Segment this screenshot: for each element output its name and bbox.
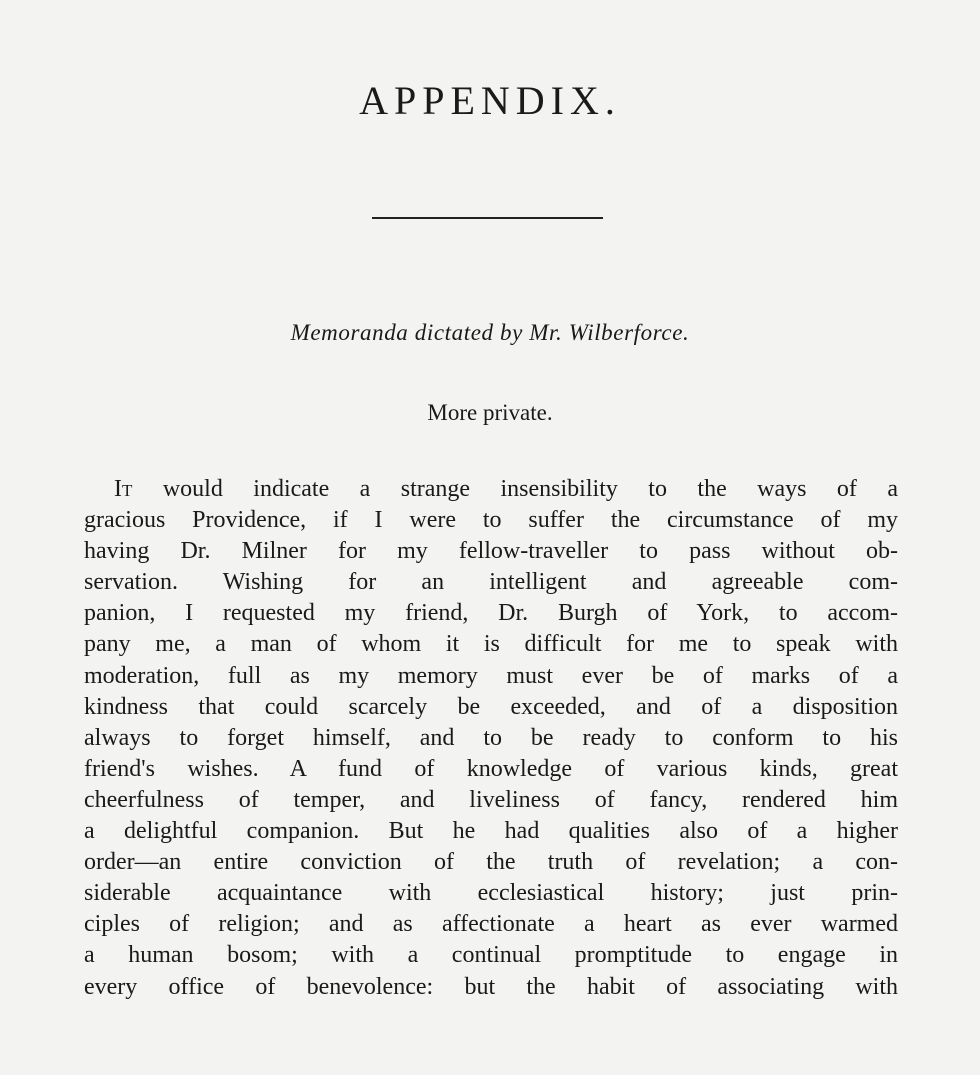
subheading: Memoranda dictated by Mr. Wilberforce. [290, 320, 690, 345]
subnote: More private. [427, 400, 553, 425]
text-line: moderation, full as my memory must ever be of marks of a [84, 662, 898, 689]
text-line: siderable acquaintance with ecclesiastical history; just prin- [84, 880, 898, 907]
text-line: cheerfulness of temper, and liveliness of fancy, rendered him [84, 786, 898, 813]
text-line: order—an entire conviction of the truth of revelation; a con- [84, 849, 898, 876]
text-line: kindness that could scarcely be exceeded, and of a disposition [84, 693, 898, 720]
text-line: servation. Wishing for an intelligent and agreeable com- [84, 569, 898, 596]
dropword: It [114, 476, 133, 502]
heading-rule [372, 217, 603, 219]
text-line: always to forget himself, and to be ready to conform to his [84, 724, 898, 751]
text-line: friend's wishes. A fund of knowledge of various kinds, great [84, 755, 898, 782]
text-line: pany me, a man of whom it is difficult for me to speak with [84, 631, 898, 658]
text-line: gracious Providence, if I were to suffer the circumstance of my [84, 507, 898, 534]
text-line: every office of benevolence: but the habit of associating with [84, 973, 898, 1000]
text-line: having Dr. Milner for my fellow-traveller to pass without ob- [84, 538, 898, 565]
text-line: panion, I requested my friend, Dr. Burgh of York, to accom- [84, 600, 898, 627]
text-line: a delightful companion. But he had qualities also of a higher [84, 818, 898, 845]
text-line: ciples of religion; and as affectionate a heart as ever warmed [84, 911, 898, 938]
text-line: It would indicate a strange insensibility to the ways of a [114, 476, 899, 502]
page-heading: APPENDIX. [359, 78, 621, 123]
body-paragraph [84, 474, 898, 1003]
text-line: a human bosom; with a continual promptitude to engage in [84, 942, 898, 969]
